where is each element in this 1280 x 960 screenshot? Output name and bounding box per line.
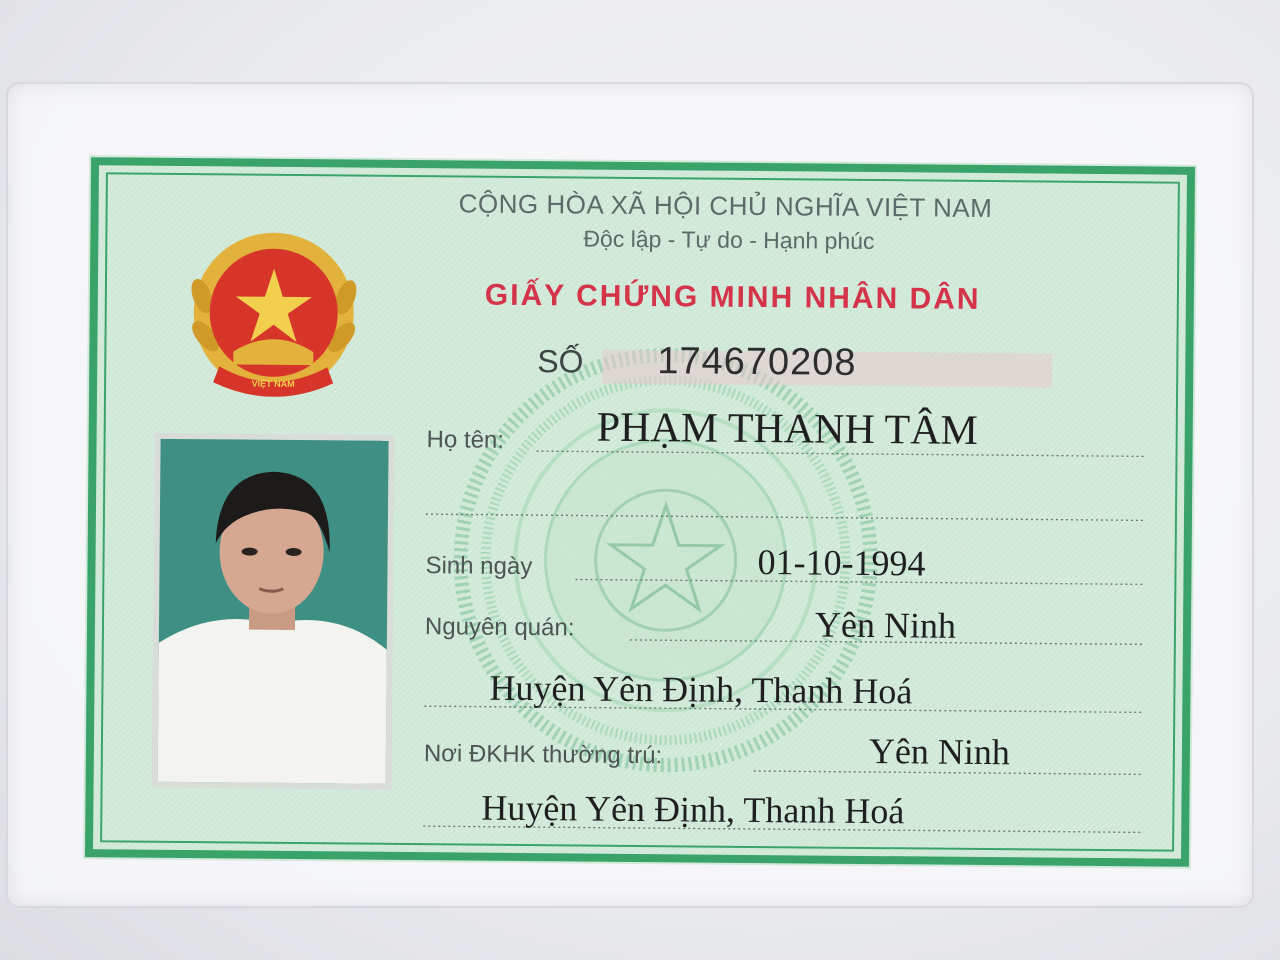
- id-number-label: SỐ: [537, 343, 584, 380]
- residence-label: Nơi ĐKHK thường trú:: [423, 740, 663, 770]
- date-of-birth: 01-10-1994: [757, 542, 926, 584]
- origin-line2: Huyện Yên Định, Thanh Hoá: [489, 667, 913, 712]
- name-label: Họ tên:: [426, 426, 505, 454]
- origin-line1: Yên Ninh: [814, 604, 957, 646]
- national-motto: Độc lập - Tự do - Hạnh phúc: [583, 225, 875, 255]
- id-number: 174670208: [657, 340, 857, 384]
- full-name: PHẠM THANH TÂM: [596, 404, 979, 454]
- country-heading: CỘNG HÒA XÃ HỘI CHỦ NGHĨA VIỆT NAM: [458, 188, 993, 224]
- national-emblem: [183, 226, 365, 408]
- dob-label: Sinh ngày: [425, 552, 533, 581]
- document-title: GIẤY CHỨNG MINH NHÂN DÂN: [484, 278, 981, 316]
- portrait-photo: [152, 433, 395, 790]
- residence-line2: Huyện Yên Định, Thanh Hoá: [481, 787, 905, 832]
- origin-label: Nguyên quán:: [424, 613, 575, 642]
- emblem-ribbon: VIỆT NAM: [251, 378, 295, 389]
- residence-line1: Yên Ninh: [868, 731, 1011, 773]
- id-card: [83, 155, 1197, 869]
